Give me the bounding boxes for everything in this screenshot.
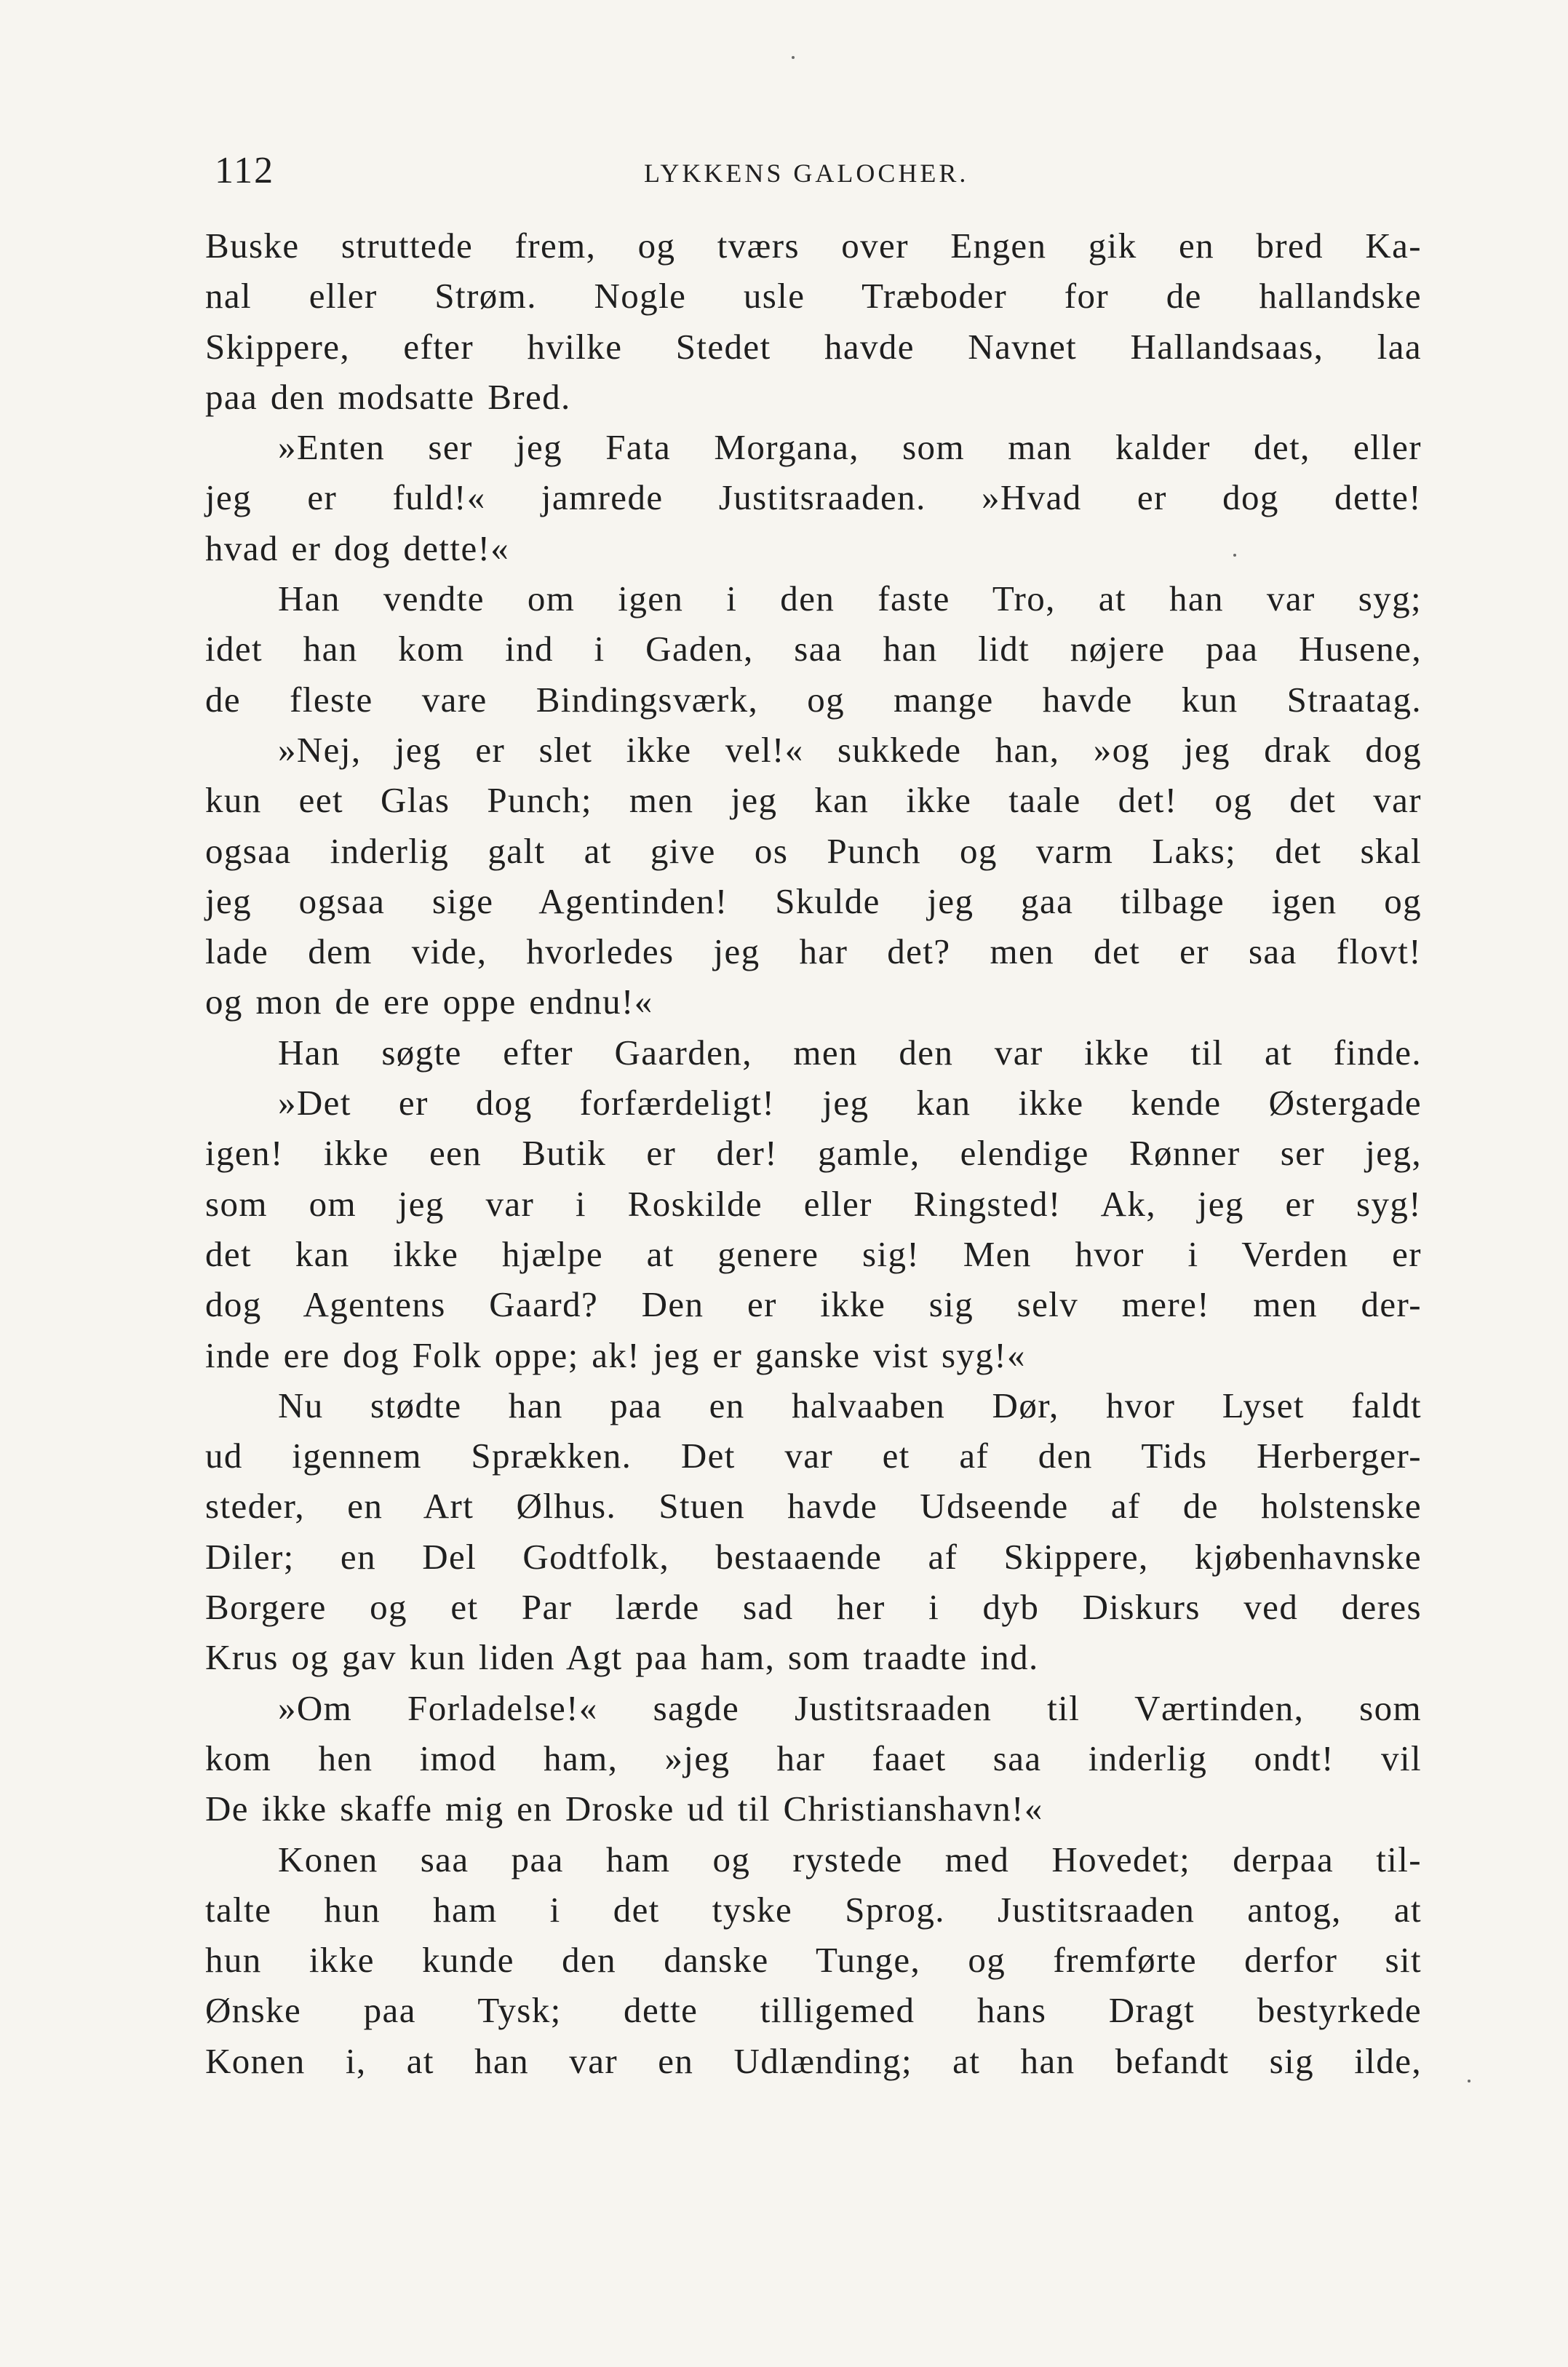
text-line: Nu stødte han paa en halvaaben Dør, hvor Lyset faldt: [278, 1385, 1422, 1425]
text-line: ud igennem Sprækken. Det var et af den Tids Herberger-: [205, 1436, 1422, 1476]
text-line: Han søgte efter Gaarden, men den var ikke til at finde.: [278, 1032, 1422, 1073]
text-line: »Om Forladelse!« sagde Justitsraaden til Værtinden, som: [278, 1687, 1422, 1728]
text-line: De ikke skaffe mig en Droske ud til Christianshavn!«: [205, 1789, 1043, 1829]
text-line: kom hen imod ham, »jeg har faaet saa inderlig ondt! vil: [205, 1738, 1422, 1778]
text-line: Konen i, at han var en Udlænding; at han befandt sig ilde,: [205, 2040, 1422, 2081]
text-line: »Enten ser jeg Fata Morgana, som man kalder det, eller: [278, 427, 1422, 468]
text-line: hun ikke kunde den danske Tunge, og fremførte derfor sit: [205, 1940, 1422, 1981]
text-line: de fleste vare Bindingsværk, og mange havde kun Straatag.: [205, 679, 1422, 720]
text-line: som om jeg var i Roskilde eller Ringsted! Ak, jeg er syg!: [205, 1183, 1422, 1224]
text-line: ogsaa inderlig galt at give os Punch og varm Laks; det skal: [205, 830, 1422, 871]
body-text: [205, 220, 1422, 2086]
text-line: hvad er dog dette!«: [205, 528, 510, 568]
text-line: jeg ogsaa sige Agentinden! Skulde jeg gaa tilbage igen og: [205, 880, 1422, 921]
text-line: steder, en Art Ølhus. Stuen havde Udseende af de holstenske: [205, 1486, 1422, 1527]
text-line: nal eller Strøm. Nogle usle Træboder for de hallandske: [205, 276, 1422, 317]
text-line: Diler; en Del Godtfolk, bestaaende af Skippere, kjøbenhavnske: [205, 1536, 1422, 1577]
text-line: og mon de ere oppe endnu!«: [205, 982, 653, 1022]
text-line: kun eet Glas Punch; men jeg kan ikke taale det! og det var: [205, 780, 1422, 821]
text-line: »Det er dog forfærdeligt! jeg kan ikke kende Østergade: [278, 1083, 1422, 1123]
text-line: igen! ikke een Butik er der! gamle, elendige Rønner ser jeg,: [205, 1133, 1422, 1174]
running-title: LYKKENS GALOCHER.: [644, 159, 969, 188]
running-head: [215, 149, 1419, 193]
text-line: Buske struttede frem, og tværs over Engen gik en bred Ka-: [205, 226, 1422, 266]
text-line: »Nej, jeg er slet ikke vel!« sukkede han, »og jeg drak dog: [278, 729, 1422, 770]
text-line: Han vendte om igen i den faste Tro, at han var syg;: [278, 578, 1422, 619]
text-line: inde ere dog Folk oppe; ak! jeg er ganske vist syg!«: [205, 1334, 1026, 1375]
text-line: Borgere og et Par lærde sad her i dyb Diskurs ved deres: [205, 1587, 1422, 1628]
text-line: Ønske paa Tysk; dette tilligemed hans Dragt bestyrkede: [205, 1990, 1422, 2031]
text-line: dog Agentens Gaard? Den er ikke sig selv mere! men der-: [205, 1284, 1422, 1325]
text-line: jeg er fuld!« jamrede Justitsraaden. »Hvad er dog dette!: [205, 477, 1422, 518]
print-speck: [1468, 2080, 1471, 2082]
text-line: lade dem vide, hvorledes jeg har det? men det er saa flovt!: [205, 931, 1422, 972]
text-line: Krus og gav kun liden Agt paa ham, som traadte ind.: [205, 1637, 1039, 1678]
print-speck: [792, 56, 795, 59]
text-line: Konen saa paa ham og rystede med Hovedet; derpaa til-: [278, 1839, 1422, 1879]
text-line: talte hun ham i det tyske Sprog. Justitsraaden antog, at: [205, 1889, 1422, 1930]
text-line: paa den modsatte Bred.: [205, 376, 571, 417]
text-line: det kan ikke hjælpe at genere sig! Men hvor i Verden er: [205, 1233, 1422, 1274]
page-number: 112: [215, 150, 275, 191]
text-line: idet han kom ind i Gaden, saa han lidt nøjere paa Husene,: [205, 629, 1422, 669]
print-speck: [1233, 554, 1236, 557]
text-line: Skippere, efter hvilke Stedet havde Navnet Hallandsaas, laa: [205, 326, 1422, 367]
